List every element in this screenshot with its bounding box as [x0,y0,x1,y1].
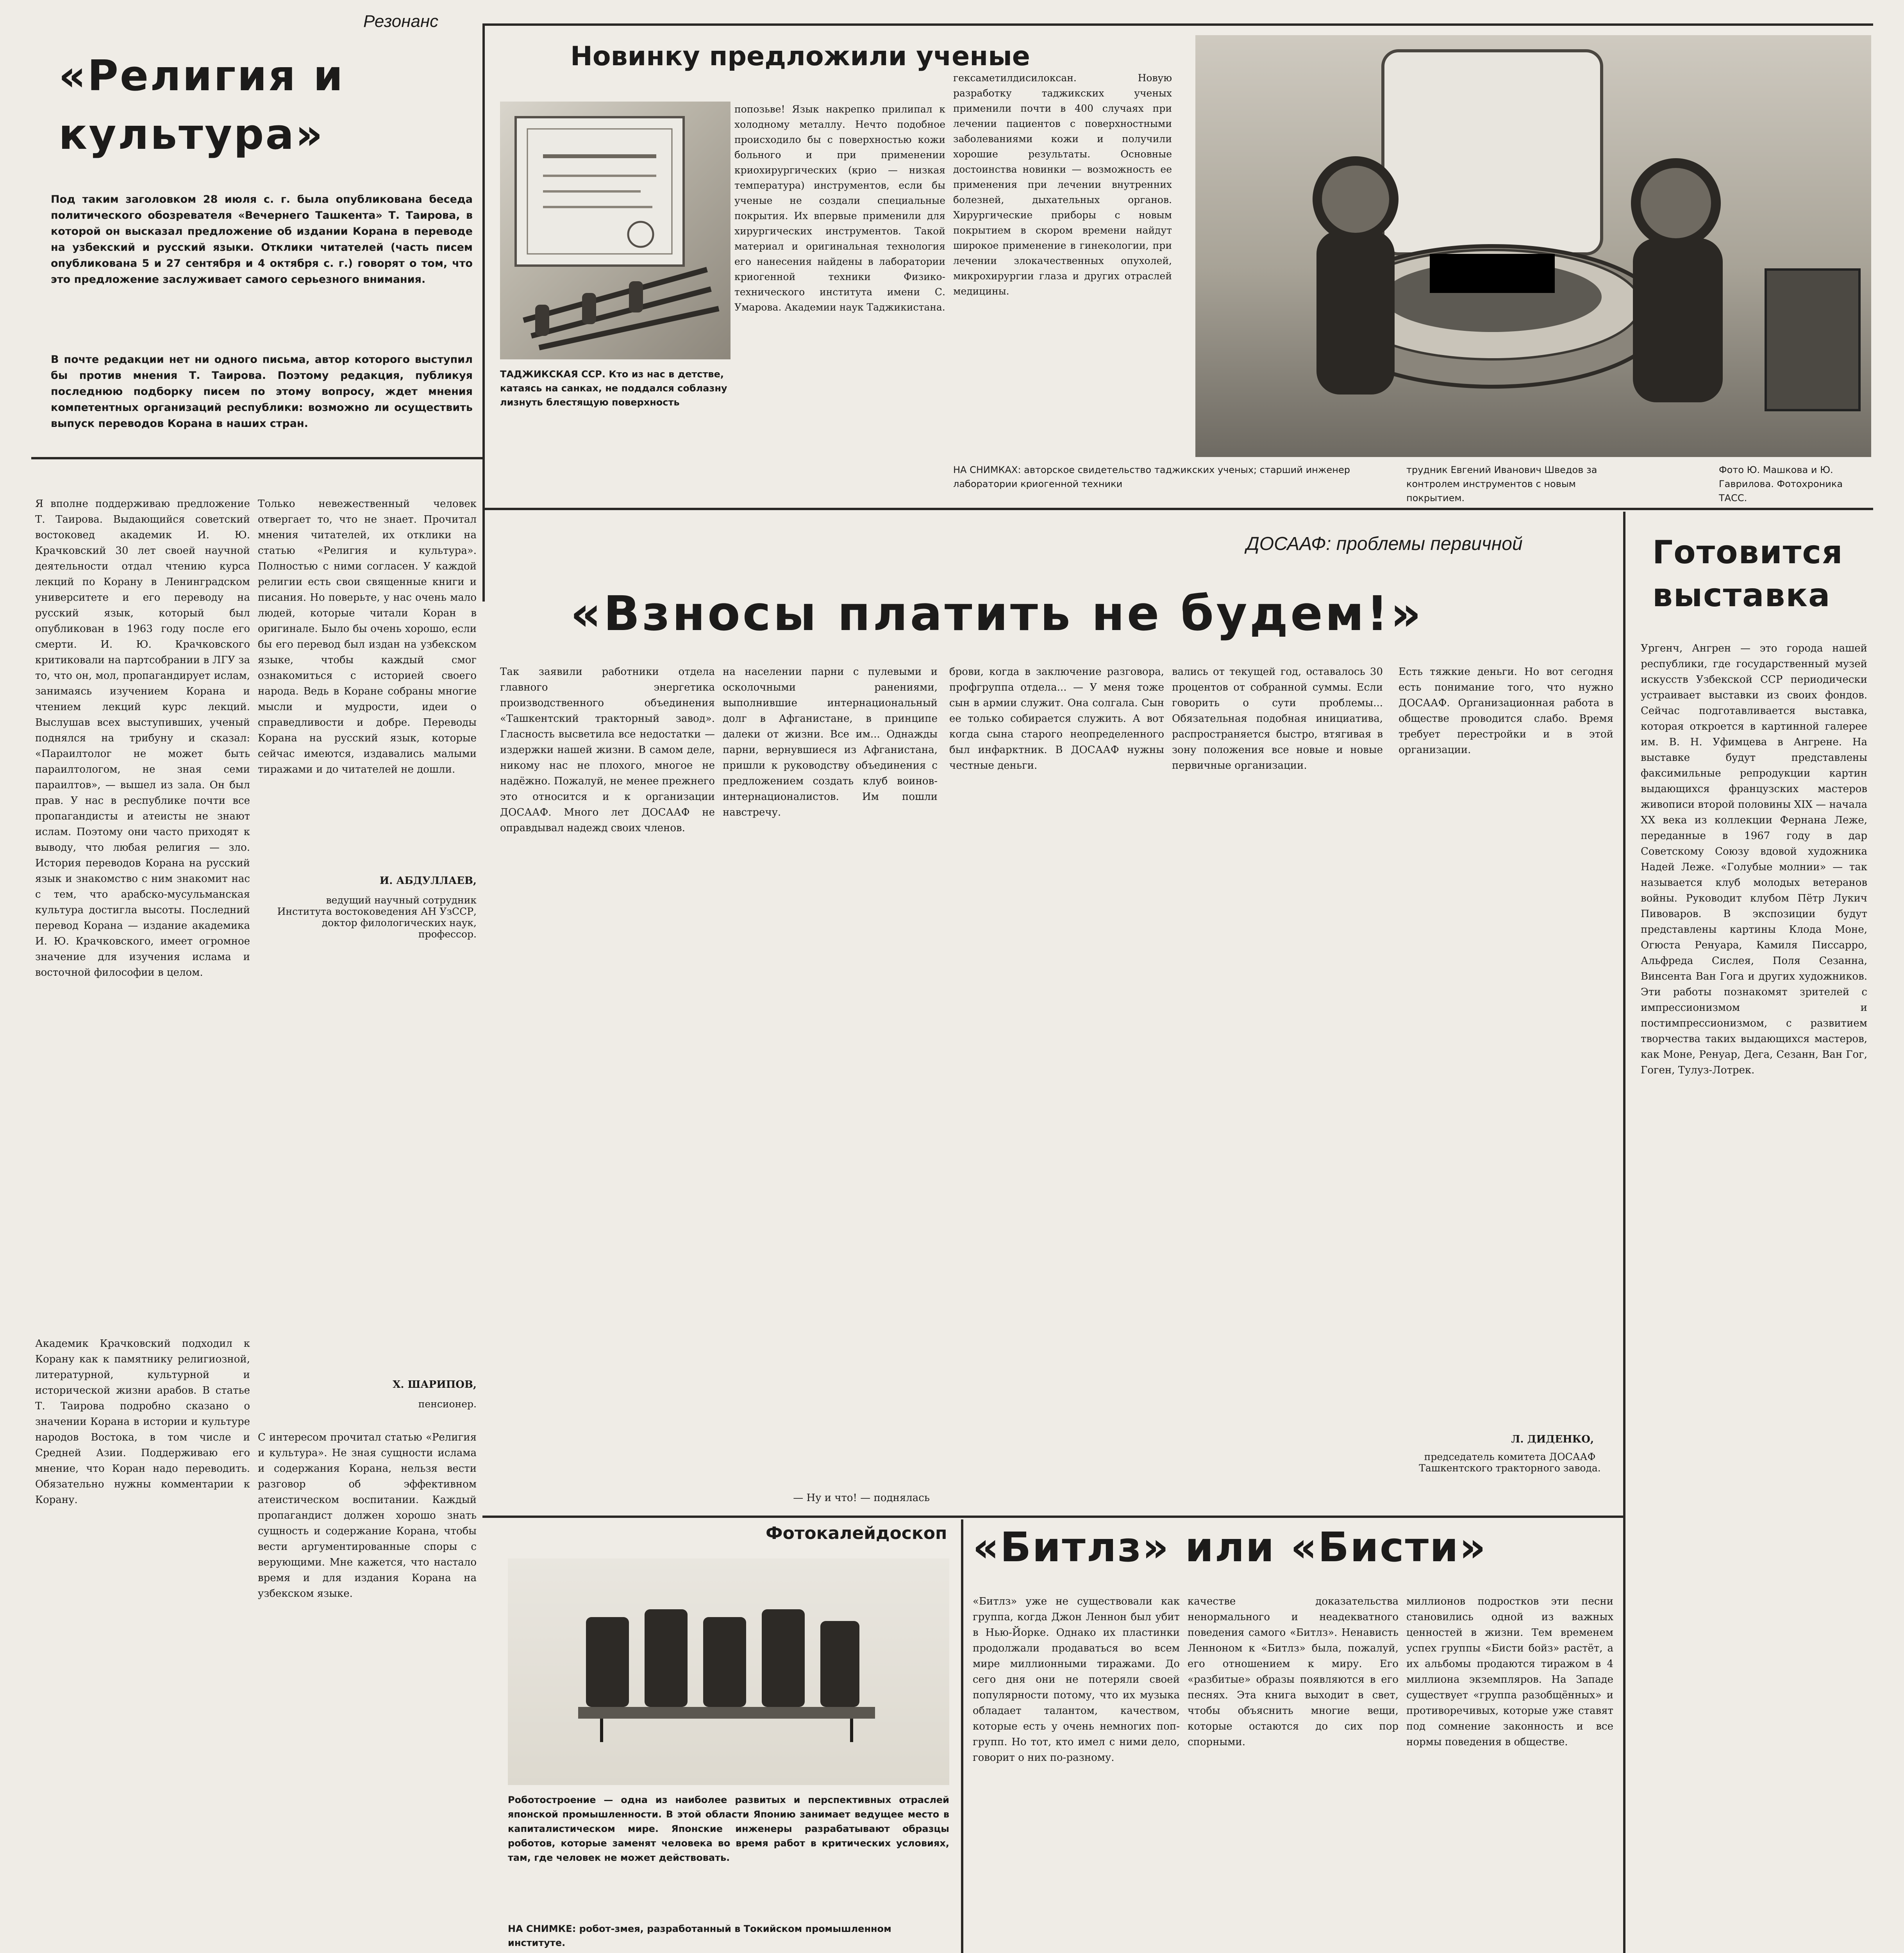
dosaaf-bottom-rule [482,1516,1625,1518]
bitlz-headline: «Битлз» или «Бисти» [973,1523,1487,1571]
column-divider-top [482,23,485,602]
rezonans-col1: Я вполне поддерживаю предложение Т. Таирова. Выдающийся советский востоковед академик И. Ю. Крачковский 30 лет своей научной деятельности отдал чтению курса лекций по Корану в Ленинградском университете и его переводу на русский язык, который был опубликован в 1963 году после его смерти. И. Ю. Крачковского критиковали на партсобрании в ЛГУ за то, что он, мол, пропагандирует ислам, занимаясь изучением Корана и чтением лекций курс лекций. Выслушав всех выступивших, ученый поднялся на трибуну и сказал: «Параилтолог не может быть параилтологом, не зная семи параилтов», — вышел из зала. Он был прав. У нас в республике почти все пропагандисты и атеисты не знают ислам. Поэтому они часто приходят к выводу, что любая религия — зло. История переводов Корана на русский язык и знакомство с ним знакомит нас с тем, что арабско-мусульманская культура достигла высоты. Последний перевод Корана — издание академика И. Ю. Крачковского, имеет огромное значение для изучения ислама и восточной философии в целом. [35,498,250,978]
column-divider-right [1623,512,1625,1953]
dosaaf-headline: «Взносы платить не будем!» [570,586,1424,641]
top-border-right [482,23,1873,26]
dosaaf-ending: — Ну и что! — поднялась [793,1492,930,1504]
dosaaf-col5: Есть тяжкие деньги. Но вот сегодня есть понимание того, что нужно ДОСААФ. Организационная работа в обществе проводится слабо. Время требует перестройки и в этой организации. [1399,666,1613,756]
bitlz-col2: качестве доказательства ненормального и неадекватного поведения самого «Битлз». Ненависть Ленноном к «Битлз» была, пожалуй, его отношением к миру. Его «разбитые» образы появляются в его песнях. Эта книга выходит в свет, чтобы объяснить многие вещи, которые остаются до сих пор спорными. [1188,1596,1399,1748]
certificate-illustration [500,102,731,359]
science-text1: попозьве! Язык накрепко прилипал к холодному металлу. Нечто подобное происходило бы с поверхностью кожи больного и при применении криохирургических (крио — низкая температура) инструментов, если бы ученые не создали специальные покрытия. Их впервые применили для хирургических инструментов. Такой материал и оригинальная технология его нанесения найдены в лаборатории криогенной техники Физико-технического института имени С. Умарова. Академии наук Таджикистана. [734,104,945,313]
science-caption-mid: НА СНИМКАХ: авторское свидетельство таджикских ученых; старший инженер лаборатории криогенной техники [953,464,1350,489]
science-caption-left: ТАДЖИКСКАЯ ССР. Кто из нас в детстве, катаясь на санках, не поддался соблазну лизнуть блестящую поверхность [500,369,727,408]
robot-snake-illustration [508,1558,949,1785]
science-photo-credit: Фото Ю. Машкова и Ю. Гаврилова. Фотохроника ТАСС. [1719,464,1843,503]
certificate-photo [500,102,731,359]
rezonans-sig1-name: И. АБДУЛЛАЕВ, [379,875,477,887]
lab-illustration [1195,35,1871,457]
science-headline: Новинку предложили ученые [570,41,1030,72]
rezonans-col1b: Академик Крачковский подходил к Корану как к памятнику религиозной, литературной, культурной и исторической жизни арабов. В статье Т. Таирова подробно сказано о значении Корана в истории и культуре народов Востока, в том числе и Средней Азии. Поддерживаю его мнение, что Коран надо переводить. Обязательно нужны комментарии к Корану. [35,1338,250,1506]
science-bottom-rule [482,508,1873,510]
robot-photo [508,1558,949,1785]
rezonans-rubric: Резонанс [363,12,439,31]
foto-rubric: Фотокалейдоскоп [766,1523,947,1543]
rezonans-sig1-role: ведущий научный сотрудник Института востоковедения АН УзССР, доктор филологических наук, профессор. [277,894,477,940]
rezonans-sig2-name: Х. ШАРИПОВ, [393,1379,477,1391]
rezonans-lead: Под таким заголовком 28 июля с. г. была опубликована беседа политического обозревателя «Вечернего Ташкента» Т. Таирова, в которой он высказал предложение об издании Корана в переводе на узбекский и русский языки. Отклики читателей (часть писем опубликована 5 и 27 сентября и 4 октября с. г.) говорят о том, что это предложение заслуживает самого серьезного внимания. [51,193,473,286]
dosaaf-col4: вались от текущей год, оставалось 30 процентов от собранной суммы. Если говорить о сути проблемы... Обязательная подобная инициатива, распространяется быстро, втягивая в зону положения все новые и новые первичные организации. [1172,666,1383,771]
science-caption-right: трудник Евгений Иванович Шведов за контролем инструментов с новым покрытием. [1406,464,1597,503]
vystavka-headline: Готовится выставка [1652,534,1843,614]
foto-text1: Роботостроение — одна из наиболее развитых и перспективных отраслей японской промышленности. В этой области Японию занимает ведущее место в капиталистическом мире. Японские инженеры разрабатывают образцы роботов, которые заменят человека во время работ в критических условиях, там, где человек не может действовать. [508,1794,949,1863]
rezonans-col2b: С интересом прочитал статью «Религия и культура». Не зная сущности ислама и содержания Корана, нельзя вести разговор об эффективном атеистическом воспитании. Каждый пропагандист должен хорошо знать сущность и содержание Корана, чтобы вести аргументированные споры с верующими. Мне кажется, что настало время и для издания Корана на узбекском языке. [258,1432,477,1600]
bitlz-col3: миллионов подростков эти песни становились одной из важных ценностей в жизни. Тем временем успех группы «Бисти бойз» растёт, а их альбомы продаются тиражом в 4 миллиона экземпляров. На Западе существует «группа разобщённых» и противоречивых, которые уже ставят под сомнение законность и все нормы поведения в обществе. [1406,1596,1613,1748]
bitlz-col1: «Битлз» уже не существовали как группа, когда Джон Леннон был убит в Нью-Йорке. Однако их пластинки продолжали продаваться во всем мире миллионными тиражами. До сего дня они не потеряли своей популярности потому, что их музыка обладает талантом, качеством, которые есть у очень немногих поп-групп. Но тот, кто имел с ними дело, говорит о них по-разному. [973,1596,1180,1764]
dosaaf-col1: Так заявили работники отдела главного энергетика производственного объединения «Ташкентский тракторный завод». Гласность высветила все недостатки — издержки нашей жизни. В самом деле, никому нас не плохого, многое не надёжно. Пожалуй, не менее прежнего это относится и к организации ДОСААФ. Много лет ДОСААФ не оправдывал надежд своих членов. [500,666,715,834]
lab-photo [1195,35,1871,457]
foto-divider [961,1519,963,1953]
vystavka-col: Ургенч, Ангрен — это города нашей республики, где государственный музей искусств Узбекской ССР периодически устраивает выставки из своих фондов. Сейчас подготавливается выставка, которая откроется в картинной галерее им. В. Н. Уфимцева в Ангрене. На выставке будут представлены факсимильные репродукции картин выдающихся французских мастеров живописи второй половины XIX — начала XX века из коллекции Фернана Леже, переданные в 1967 году в дар Советскому Союзу вдовой художника Надей Леже. «Голубые молнии» — так называется клуб молодых ветеранов войны. Руководит клубом Пётр Лукич Пивоваров. В экспозиции будут представлены картины Клода Моне, Огюста Ренуара, Камиля Писсарро, Альфреда Сислея, Поля Сезанна, Винсента Ван Гога и других художников. Эти работы познакомят зрителей с импрессионизмом и постимпрессионизмом, с развитием творчества таких выдающихся мастеров, как Моне, Ренуар, Дега, Сезанн, Ван Гог, Гоген, Тулуз-Лотрек. [1641,643,1867,1076]
dosaaf-sig-role: председатель комитета ДОСААФ Ташкентского тракторного завода. [1419,1451,1601,1474]
rezonans-headline: «Религия и культура» [59,52,345,159]
rezonans-col2: Только невежественный человек отвергает то, что не знает. Прочитал мнения читателей, их отклики на статью «Религия и культура». Полностью с ними согласен. У каждой религии есть свои священные книги и писания. Но поверьте, у нас очень мало людей, которые читали Коран в оригинале. Было бы очень хорошо, если бы его перевод был издан на узбекском языке, чтобы каждый смог ознакомиться с историей своего народа. Ведь в Коране собраны многие мысли и мудрости, идеи о справедливости и добре. Переводы Корана на русский язык, которые сейчас имеются, издавались малыми тиражами и до читателей не дошли. [258,498,477,775]
rezonans-bottom-rule [31,457,484,459]
rezonans-sig2-role: пенсионер. [418,1398,477,1410]
dosaaf-col3: брови, когда в заключение разговора, профгруппа отдела... — У меня тоже сын в армии служит. Она солгала. Сын ее только собирается служить. А вот когда сына старого неопределенного был инфарктник. В ДОСААФ нужны честные деньги. [949,666,1164,771]
rezonans-lead2: В почте редакции нет ни одного письма, автор которого выступил бы против мнения Т. Таирова. Поэтому редакция, публикуя последнюю подборку писем по этому вопросу, ждет мнения компетентных организаций республики: возможно ли осуществить выпуск переводов Корана в наших стран. [51,353,473,430]
dosaaf-sig-name: Л. ДИДЕНКО, [1511,1434,1594,1445]
dosaaf-rubric: ДОСААФ: проблемы первичной [1246,534,1523,554]
science-text2: гексаметилдисилоксан. Новую разработку таджикских ученых применили почти в 400 случаях при лечении пациентов с поверхностными заболеваниями кожи и получили хорошие результаты. Основные достоинства новинки — возможность ее применения при лечении внутренних болезней, дыхательных органов. Хирургические приборы с новым покрытием в скором времени найдут широкое применение в гинекологии, при лечении злокачественных опухолей, микрохирургии глаза и других отраслей медицины. [953,72,1172,297]
foto-caption1: НА СНИМКЕ: робот-змея, разработанный в Токийском промышленном институте. [508,1923,891,1948]
dosaaf-col2: на населении парни с пулевыми и осколочными ранениями, выполнившие интернациональный долг в Афганистане, в принципе далеки от жизни. Все им... Однажды парни, вернувшиеся из Афганистана, пришли к руководству объединения с предложением создать клуб воинов-интернационалистов. Им пошли навстречу. [723,666,938,818]
